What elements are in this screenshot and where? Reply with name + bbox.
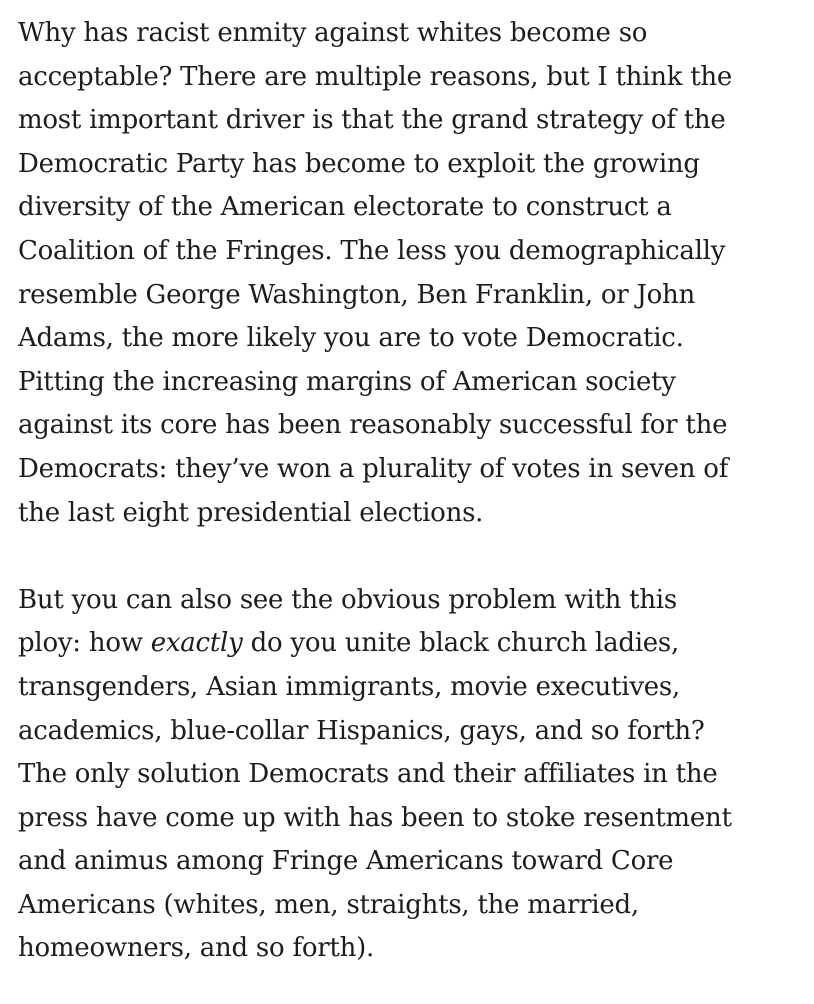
paragraph-1-line-6: Coalition of the Fringes. The less you demographically	[18, 235, 726, 266]
paragraph-2-line-7: and animus among Fringe Americans toward Core	[18, 846, 674, 877]
paragraph-2-line-9: homeowners, and so forth).	[18, 933, 375, 964]
paragraph-1	[18, 12, 808, 535]
article-excerpt	[18, 12, 808, 971]
paragraph-1-line-2: acceptable? There are multiple reasons, but I think the	[18, 61, 733, 92]
paragraph-2	[18, 579, 808, 971]
paragraph-1-line-4: Democratic Party has become to exploit the growing	[18, 148, 700, 179]
paragraph-1-line-3: most important driver is that the grand strategy of the	[18, 105, 726, 136]
paragraph-1-line-8: Adams, the more likely you are to vote Democratic.	[18, 323, 684, 354]
emphasis-text: exactly	[150, 628, 243, 659]
paragraph-1-line-5: diversity of the American electorate to construct a	[18, 192, 672, 223]
paragraph-1-line-12: the last eight presidential elections.	[18, 497, 484, 528]
paragraph-1-line-7: resemble George Washington, Ben Franklin, or John	[18, 279, 696, 310]
paragraph-1-line-11: Democrats: they’ve won a plurality of votes in seven of	[18, 453, 729, 484]
paragraph-1-line-10: against its core has been reasonably successful for the	[18, 410, 728, 441]
paragraph-2-line-2	[18, 622, 808, 666]
paragraph-2-line-6: press have come up with has been to stoke resentment	[18, 802, 732, 833]
paragraph-1-line-1: Why has racist enmity against whites become so	[18, 18, 648, 48]
paragraph-2-line-4: academics, blue-collar Hispanics, gays, and so forth?	[18, 715, 705, 746]
paragraph-2-line-1: But you can also see the obvious problem with this	[18, 584, 677, 615]
paragraph-2-line-2-after-emphasis: do you unite black church ladies,	[242, 628, 680, 659]
paragraph-1-line-9: Pitting the increasing margins of American society	[18, 366, 676, 397]
paragraph-2-line-2-before-emphasis: ploy: how	[18, 628, 151, 659]
paragraph-2-line-8: Americans (whites, men, straights, the married,	[18, 889, 639, 920]
paragraph-2-line-5: The only solution Democrats and their affiliates in the	[18, 759, 718, 790]
paragraph-2-line-3: transgenders, Asian immigrants, movie executives,	[18, 671, 680, 702]
